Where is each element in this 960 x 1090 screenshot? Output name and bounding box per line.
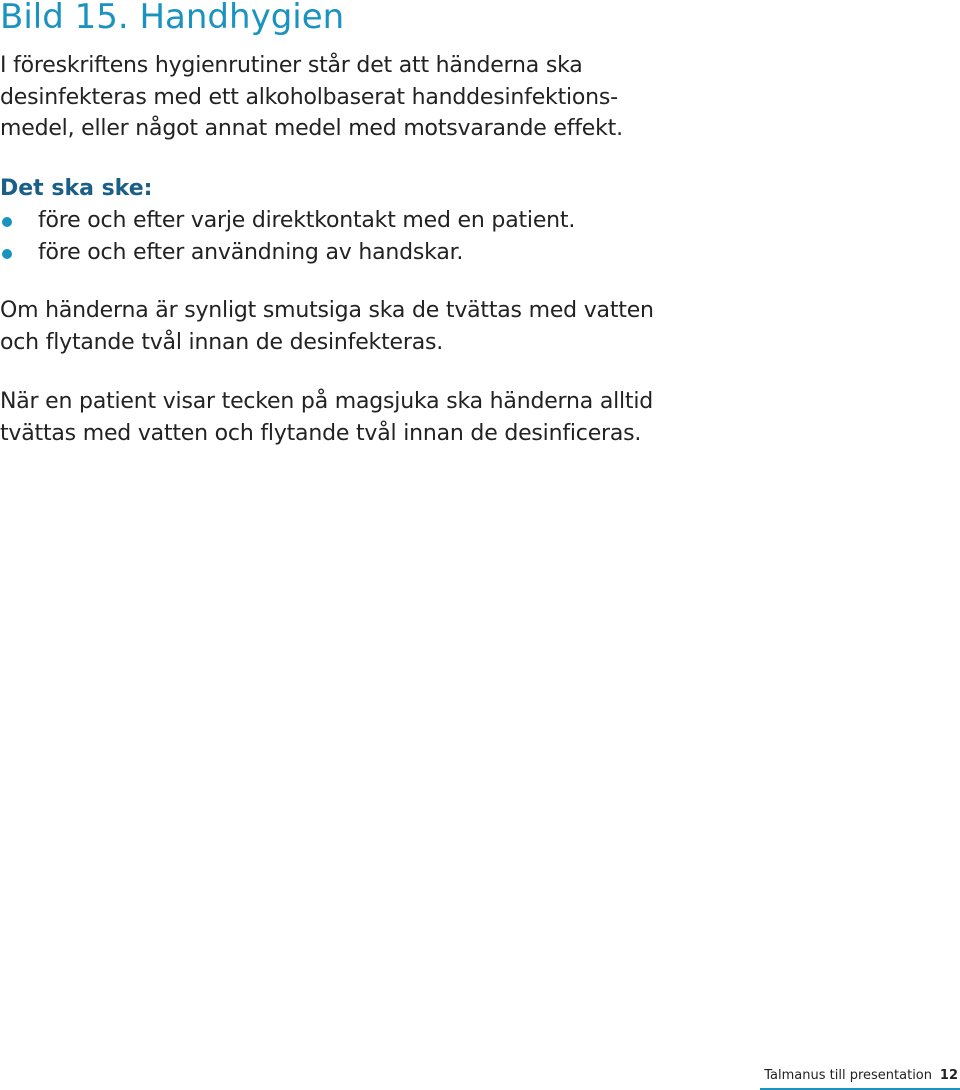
bullet-dot-icon (2, 217, 12, 227)
bullet-dot-icon (2, 249, 12, 259)
intro-line: medel, eller något annat medel med motsvarande effekt. (0, 116, 623, 141)
paragraph-line: och flytande tvål innan de desinfekteras. (0, 329, 444, 355)
page-number: 12 (939, 1068, 958, 1083)
page-title: Bild 15. Handhygien (0, 0, 345, 37)
footer-label: Talmanus till presentation (764, 1068, 932, 1083)
intro-paragraph (0, 50, 623, 145)
paragraph-line: Om händerna är synligt smutsiga ska de tvättas med vatten (0, 298, 654, 323)
bullet-text: före och efter varje direktkontakt med en patient. (38, 208, 576, 233)
page-footer (760, 1062, 960, 1090)
stomach-flu-paragraph (0, 386, 653, 449)
section-subheading: Det ska ske: (0, 176, 153, 201)
paragraph-line: tvättas med vatten och flytande tvål innan de desinficeras. (0, 420, 642, 446)
intro-line: I föreskriftens hygienrutiner står det att händerna ska (0, 53, 583, 78)
intro-line: desinfekteras med ett alkoholbaserat handdesinfektions- (0, 84, 618, 110)
paragraph-line: När en patient visar tecken på magsjuka ska händerna alltid (0, 389, 654, 414)
bullet-text: före och efter användning av handskar. (38, 240, 464, 265)
handwash-paragraph (0, 295, 654, 358)
